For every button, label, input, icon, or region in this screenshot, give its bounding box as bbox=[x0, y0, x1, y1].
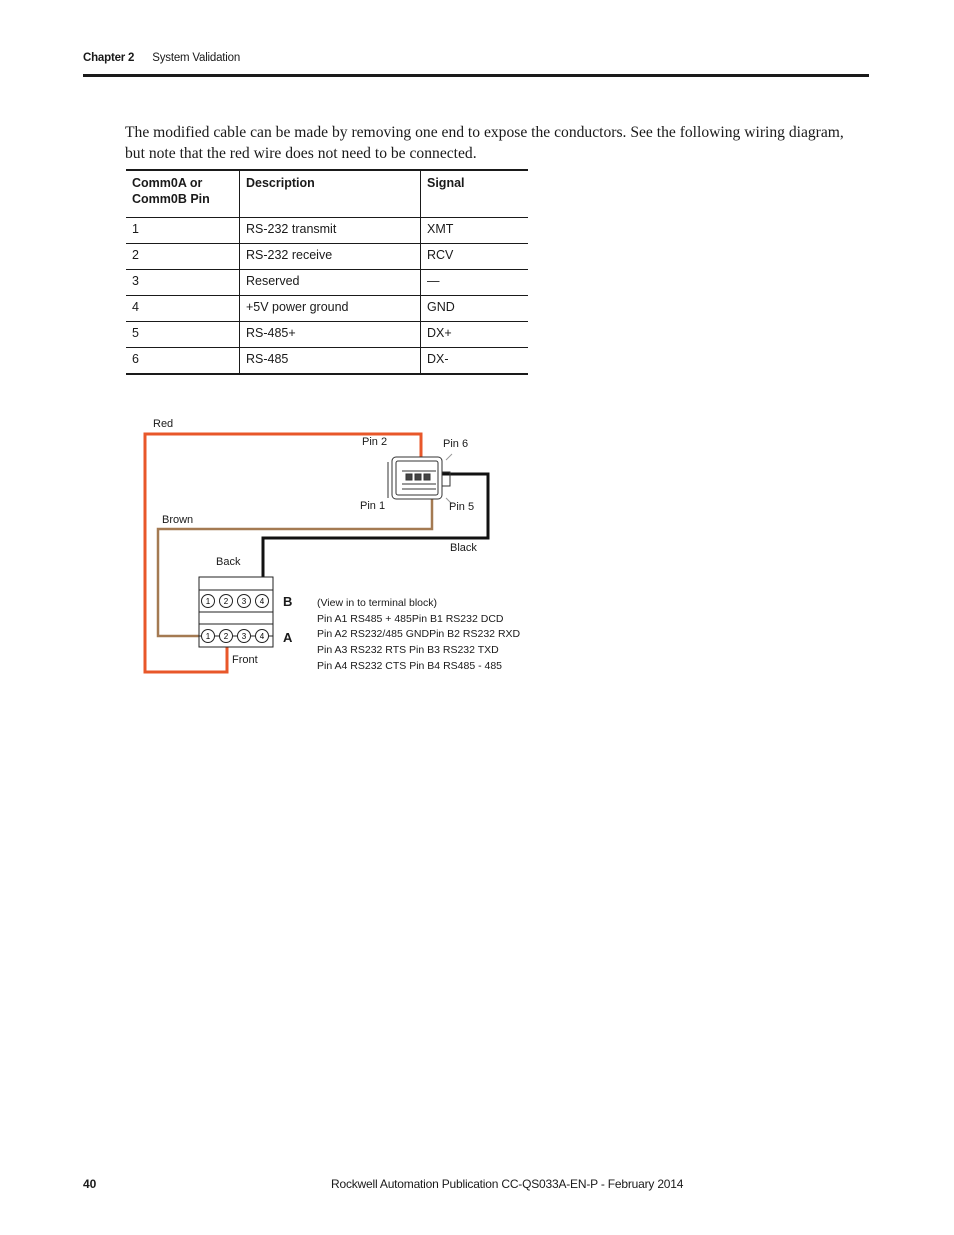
note-line: (View in to terminal block) bbox=[317, 597, 438, 609]
terminal-a2: 2 bbox=[223, 632, 229, 641]
label-row-b: B bbox=[283, 594, 293, 609]
label-black: Black bbox=[450, 542, 477, 554]
terminal-a4: 4 bbox=[259, 632, 265, 641]
table-header-row bbox=[126, 170, 528, 218]
cell-pin: 1 bbox=[132, 222, 139, 236]
cell-pin: 5 bbox=[132, 326, 139, 340]
terminal-b1: 1 bbox=[205, 597, 211, 606]
publication-footer: Rockwell Automation Publication CC-QS033A-EN-P - February 2014 bbox=[331, 1177, 684, 1191]
terminal-a1: 1 bbox=[205, 632, 211, 641]
cell-description: RS-232 receive bbox=[240, 244, 421, 270]
cell-description: Reserved bbox=[240, 270, 421, 296]
cell-pin: 3 bbox=[132, 274, 139, 288]
pin-notes bbox=[317, 597, 521, 672]
label-pin5: Pin 5 bbox=[449, 501, 475, 513]
table-row bbox=[126, 218, 528, 244]
label-red: Red bbox=[153, 418, 174, 430]
page-number: 40 bbox=[83, 1177, 97, 1191]
table-row bbox=[126, 244, 528, 270]
label-pin6: Pin 6 bbox=[443, 438, 469, 450]
cell-pin: 2 bbox=[132, 248, 139, 262]
cell-signal: XMT bbox=[421, 218, 529, 244]
cell-signal: DX+ bbox=[421, 322, 529, 348]
cell-pin: 6 bbox=[132, 352, 139, 366]
cell-signal: RCV bbox=[421, 244, 529, 270]
cell-description: RS-485+ bbox=[240, 322, 421, 348]
section-label: System Validation bbox=[152, 52, 241, 64]
cell-signal: GND bbox=[421, 296, 529, 322]
cell-signal: — bbox=[421, 270, 529, 296]
terminal-b4: 4 bbox=[259, 597, 265, 606]
terminal-b3: 3 bbox=[241, 597, 247, 606]
label-pin1: Pin 1 bbox=[360, 500, 386, 512]
header-pin: Comm0A or Comm0B Pin bbox=[132, 176, 210, 206]
intro-paragraph: The modified cable can be made by removing one end to expose the conductors. See the following wiring diagram, but note that the red wire does not need to be connected. bbox=[125, 123, 844, 163]
header-rule bbox=[83, 74, 869, 77]
label-front: Front bbox=[232, 654, 258, 666]
header-description: Description bbox=[240, 170, 421, 218]
black-wire bbox=[263, 474, 488, 600]
running-header bbox=[83, 52, 240, 64]
table-row bbox=[126, 348, 528, 374]
terminal-a3: 3 bbox=[241, 632, 247, 641]
label-brown: Brown bbox=[162, 514, 194, 526]
table-row bbox=[126, 296, 528, 322]
table-row bbox=[126, 270, 528, 296]
cell-description: RS-485 bbox=[240, 348, 421, 374]
table-row bbox=[126, 322, 528, 348]
connector-icon bbox=[388, 454, 452, 504]
note-line: Pin A1 RS485 + 485Pin B1 RS232 DCD bbox=[317, 613, 504, 625]
terminal-b2: 2 bbox=[223, 597, 229, 606]
pin-table bbox=[126, 169, 528, 375]
cell-description: RS-232 transmit bbox=[240, 218, 421, 244]
label-pin2: Pin 2 bbox=[362, 436, 388, 448]
cell-signal: DX- bbox=[421, 348, 529, 374]
cell-description: +5V power ground bbox=[240, 296, 421, 322]
note-line: Pin A3 RS232 RTS Pin B3 RS232 TXD bbox=[317, 644, 499, 656]
header-signal: Signal bbox=[421, 170, 529, 218]
label-back: Back bbox=[216, 556, 241, 568]
wiring-diagram bbox=[130, 410, 530, 685]
chapter-label: Chapter 2 bbox=[83, 52, 135, 64]
note-line: Pin A4 RS232 CTS Pin B4 RS485 - 485 bbox=[317, 660, 503, 672]
cell-pin: 4 bbox=[132, 300, 139, 314]
label-row-a: A bbox=[283, 630, 293, 645]
note-line: Pin A2 RS232/485 GNDPin B2 RS232 RXD bbox=[317, 628, 521, 640]
